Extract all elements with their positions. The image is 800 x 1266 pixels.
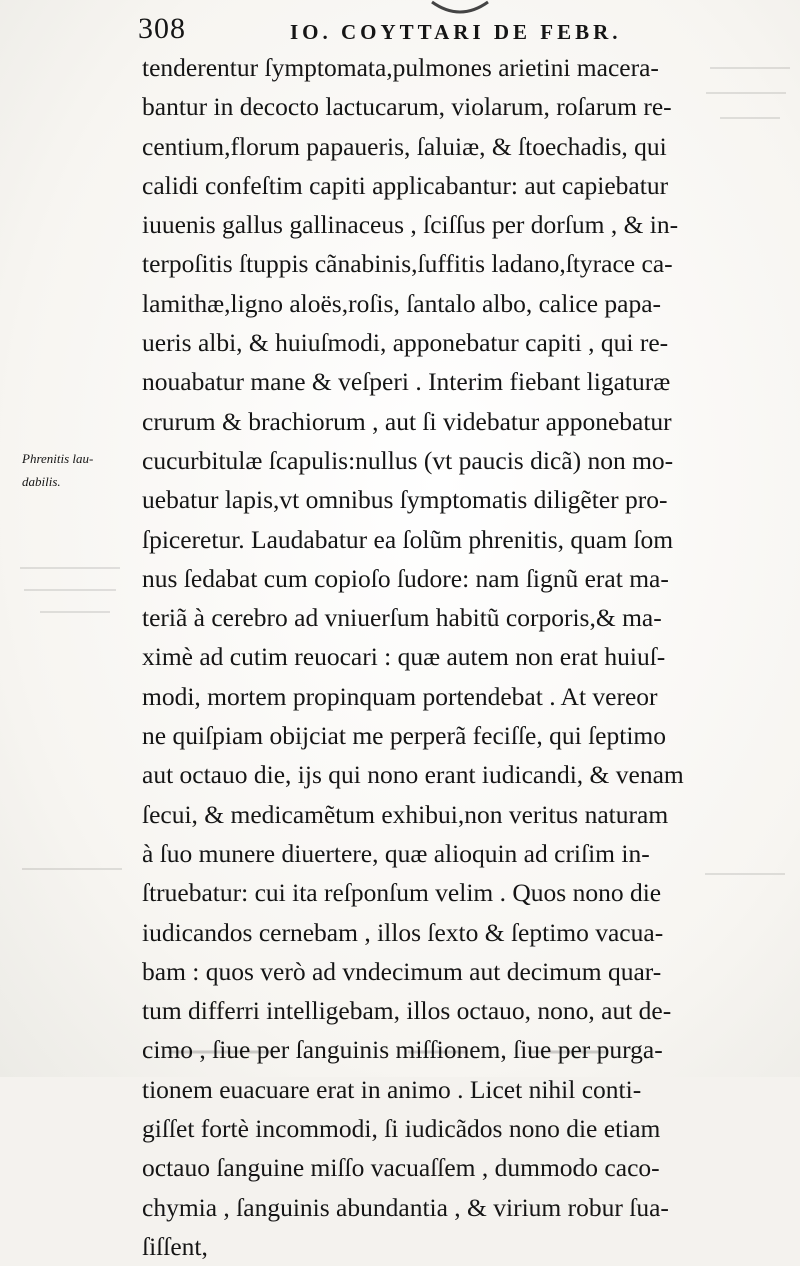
text-line: nus ſedabat cum copioſo ſudore: nam ſignũ erat ma- xyxy=(142,563,669,593)
text-line: bam : quos verò ad vndecimum aut decimum quar- xyxy=(142,956,662,986)
text-line: chymia , ſanguinis abundantia , & virium robur ſua- xyxy=(142,1192,669,1222)
text-line: ſpiceretur. Laudabatur ea ſolũm phrenitis, quam ſom xyxy=(142,524,674,554)
text-line: nouabatur mane & veſperi . Interim fiebant ligaturæ xyxy=(142,367,671,397)
text-line: ſtruebatur: cui ita reſponſum velim . Quos nono die xyxy=(142,878,662,908)
text-line: crurum & brachiorum , aut ſi videbatur apponebatur xyxy=(142,406,672,436)
show-through-mark xyxy=(695,860,785,890)
text-line: cimo , ſiue per ſanguinis miſſionem, ſiue per purga- xyxy=(142,1035,663,1065)
text-line: iuuenis gallus gallinaceus , ſciſſus per dorſum , & in- xyxy=(142,210,679,240)
text-line: tenderentur ſymptomata,pulmones arietini macera- xyxy=(142,53,659,82)
running-head: IO. COYTTARI DE FEBR. xyxy=(290,20,622,44)
page-header xyxy=(138,8,738,48)
text-line: à ſuo munere diuertere, quæ alioquin ad criſim in- xyxy=(142,838,650,868)
show-through-mark xyxy=(700,58,790,138)
text-line: modi, mortem propinquam portendebat . At vereor xyxy=(142,681,658,711)
text-line: ſiſſent, xyxy=(142,1231,208,1261)
margin-note-line: dabilis. xyxy=(22,474,61,489)
text-line: terpoſitis ſtuppis cãnabinis,ſuffitis ladano,ſtyrace ca- xyxy=(142,249,673,279)
page-number: 308 xyxy=(138,12,186,45)
text-line: iudicandos cernebam , illos ſexto & ſeptimo vacua- xyxy=(142,917,664,947)
text-line: teriã à cerebro ad vniuerſum habitũ corporis,& ma- xyxy=(142,603,662,633)
text-line: cucurbitulæ ſcapulis:nullus (vt paucis dicã) non mo- xyxy=(142,445,674,475)
text-line: ſecui, & medicamẽtum exhibui,non veritus naturam xyxy=(142,799,669,829)
text-line: lamithæ,ligno aloës,roſis, ſantalo albo, calice papa- xyxy=(142,288,662,318)
text-line: tum differri intelligebam, illos octauo, nono, aut de- xyxy=(142,996,672,1026)
show-through-mark xyxy=(148,1032,608,1072)
text-line: bantur in decocto lactucarum, violarum, roſarum re- xyxy=(142,92,672,122)
margin-note xyxy=(22,447,132,493)
show-through-mark xyxy=(10,560,120,620)
text-line: ueris albi, & huiuſmodi, apponebatur capiti , qui re- xyxy=(142,328,669,358)
text-line: ximè ad cutim reuocari : quæ autem non erat huiuſ- xyxy=(142,642,666,672)
body-text xyxy=(142,48,742,1266)
text-line: centium,florum papaueris, ſaluiæ, & ſtoechadis, qui xyxy=(142,131,667,161)
show-through-mark xyxy=(12,855,122,885)
text-line: uebatur lapis,vt omnibus ſymptomatis diligẽter pro- xyxy=(142,485,668,515)
margin-note-line: Phrenitis lau- xyxy=(22,451,94,466)
text-line: giſſet fortè incommodi, ſi iudicãdos nono die etiam xyxy=(142,1114,661,1144)
text-line: octauo ſanguine miſſo vacuaſſem , dummodo caco- xyxy=(142,1153,660,1183)
text-line: ne quiſpiam obijciat me perperã feciſſe, qui ſeptimo xyxy=(142,721,666,751)
text-line: tionem euacuare erat in animo . Licet nihil conti- xyxy=(142,1074,642,1104)
text-line: aut octauo die, ijs qui nono erant iudicandi, & venam xyxy=(142,760,684,790)
text-line: calidi confeſtim capiti applicabantur: aut capiebatur xyxy=(142,170,669,200)
